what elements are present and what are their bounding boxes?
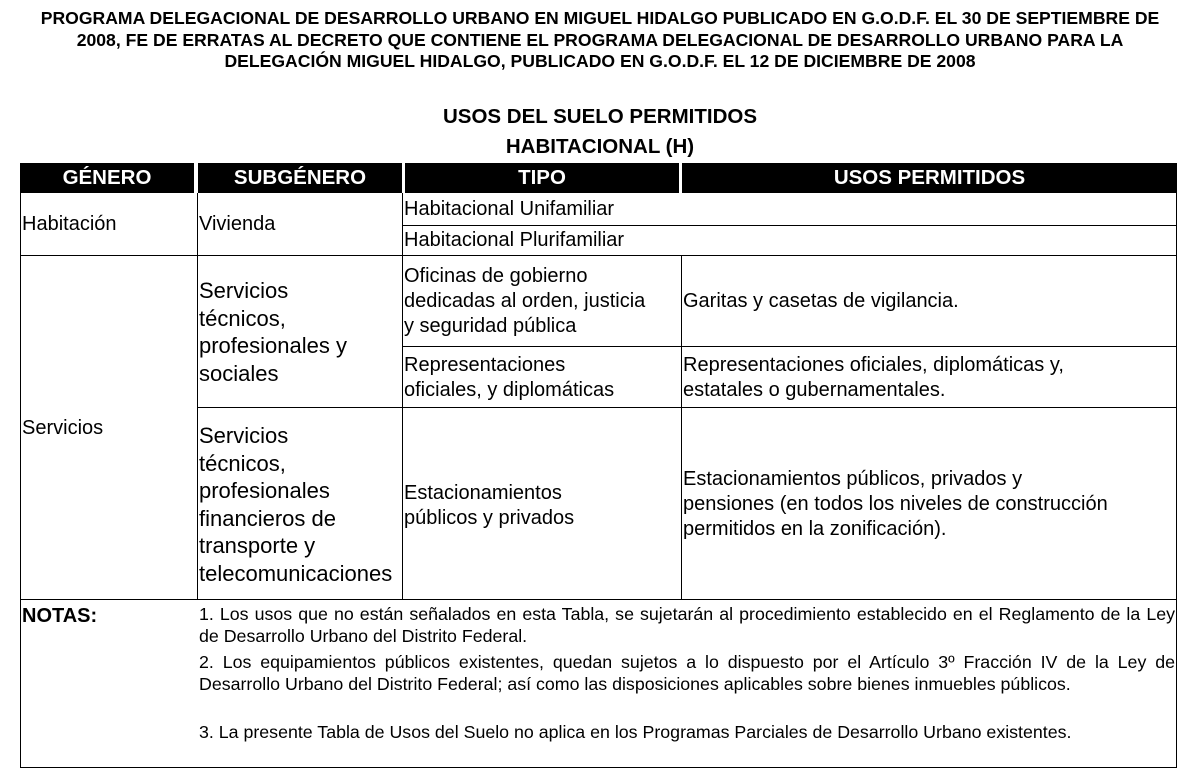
- cell-line: técnicos,: [199, 450, 286, 476]
- grid-line: [20, 255, 1177, 256]
- table-subtitle: USOS DEL SUELO PERMITIDOS: [443, 105, 757, 128]
- cell-line: Oficinas de gobierno: [404, 265, 588, 287]
- column-header-genero: GÉNERO: [20, 163, 194, 193]
- cell-tipo-oficinas-gobierno: [402, 264, 647, 339]
- cell-line: telecomunicaciones: [199, 560, 393, 586]
- cell-tipo-plurifamiliar: Habitacional Plurifamiliar: [404, 229, 625, 251]
- cell-usos-representaciones: [681, 353, 1066, 403]
- cell-line: Representaciones: [404, 354, 566, 376]
- note-item: 3. La presente Tabla de Usos del Suelo no aplica en los Programas Parciales de Desarrollo Urbano existentes.: [199, 722, 1072, 742]
- grid-line: [402, 225, 1177, 226]
- cell-line: técnicos,: [199, 305, 286, 331]
- cell-tipo-estacionamientos: [402, 481, 576, 531]
- cell-usos-estacionamientos: [681, 467, 1110, 542]
- cell-line: Estacionamientos: [404, 482, 562, 504]
- grid-line: [197, 407, 1177, 408]
- cell-line: oficiales, y diplomáticas: [404, 379, 615, 401]
- column-header-tipo: TIPO: [405, 163, 679, 193]
- cell-genero-habitacion: Habitación: [22, 213, 117, 235]
- cell-line: permitidos en la zonificación).: [683, 518, 947, 540]
- cell-subgenero-vivienda: Vivienda: [199, 213, 276, 235]
- cell-line: profesionales: [199, 478, 330, 503]
- cell-line: Representaciones oficiales, diplomáticas y,: [683, 354, 1064, 376]
- cell-line: Estacionamientos públicos, privados y: [683, 468, 1023, 490]
- table-header-row: [20, 163, 1177, 193]
- cell-subgenero-servicios-tecnicos: [197, 277, 349, 387]
- cell-line: pensiones (en todos los niveles de construcción: [683, 493, 1108, 515]
- cell-line: dedicadas al orden, justicia: [404, 290, 646, 312]
- column-header-subgenero: SUBGÉNERO: [198, 163, 402, 193]
- cell-line: Servicios: [199, 423, 289, 448]
- note-item: 2. Los equipamientos públicos existentes, quedan sujetos a lo dispuesto por el Artículo 3º Fracción IV de la Ley de Desarrollo Urbano del Distrito Federal; así como las disposiciones aplicables sobre bienes inmuebles públicos.: [199, 652, 1175, 694]
- grid-line: [20, 193, 21, 768]
- grid-line: [402, 346, 1177, 347]
- cell-line: profesionales y: [199, 333, 347, 358]
- cell-line: sociales: [199, 360, 279, 386]
- cell-tipo-unifamiliar: Habitacional Unifamiliar: [404, 198, 615, 220]
- document-title: PROGRAMA DELEGACIONAL DE DESARROLLO URBANO EN MIGUEL HIDALGO PUBLICADO EN G.O.D.F. EL 30 DE SEPTIEMBRE DE 2008, FE DE ERRATAS AL DECRETO QUE CONTIENE EL PROGRAMA DELEGACIONAL DE DESARROLLO URBANO PARA LA DELEGACIÓN MIGUEL HIDALGO, PUBLICADO EN G.O.D.F. EL 12 DE DICIEMBRE DE 2008: [40, 8, 1160, 71]
- cell-tipo-representaciones: [402, 353, 616, 403]
- cell-line: transporte y: [199, 533, 316, 558]
- cell-genero-servicios: Servicios: [22, 417, 104, 439]
- column-header-usos-permitidos: USOS PERMITIDOS: [682, 163, 1177, 193]
- cell-usos-garitas: Garitas y casetas de vigilancia.: [683, 290, 959, 312]
- cell-line: y seguridad pública: [404, 315, 577, 337]
- grid-line: [20, 767, 1177, 768]
- cell-line: Servicios: [199, 278, 289, 303]
- grid-line: [20, 599, 1177, 600]
- cell-line: públicos y privados: [404, 507, 575, 529]
- grid-line: [1176, 193, 1177, 768]
- note-item: 1. Los usos que no están señalados en esta Tabla, se sujetarán al procedimiento establecido en el Reglamento de la Ley de Desarrollo Urbano del Distrito Federal.: [199, 604, 1175, 646]
- cell-line: estatales o gubernamentales.: [683, 379, 946, 401]
- section-title: HABITACIONAL (H): [505, 135, 695, 158]
- notes-label: NOTAS:: [22, 605, 98, 627]
- cell-subgenero-servicios-financieros: [197, 422, 394, 587]
- cell-line: financieros de: [199, 505, 336, 531]
